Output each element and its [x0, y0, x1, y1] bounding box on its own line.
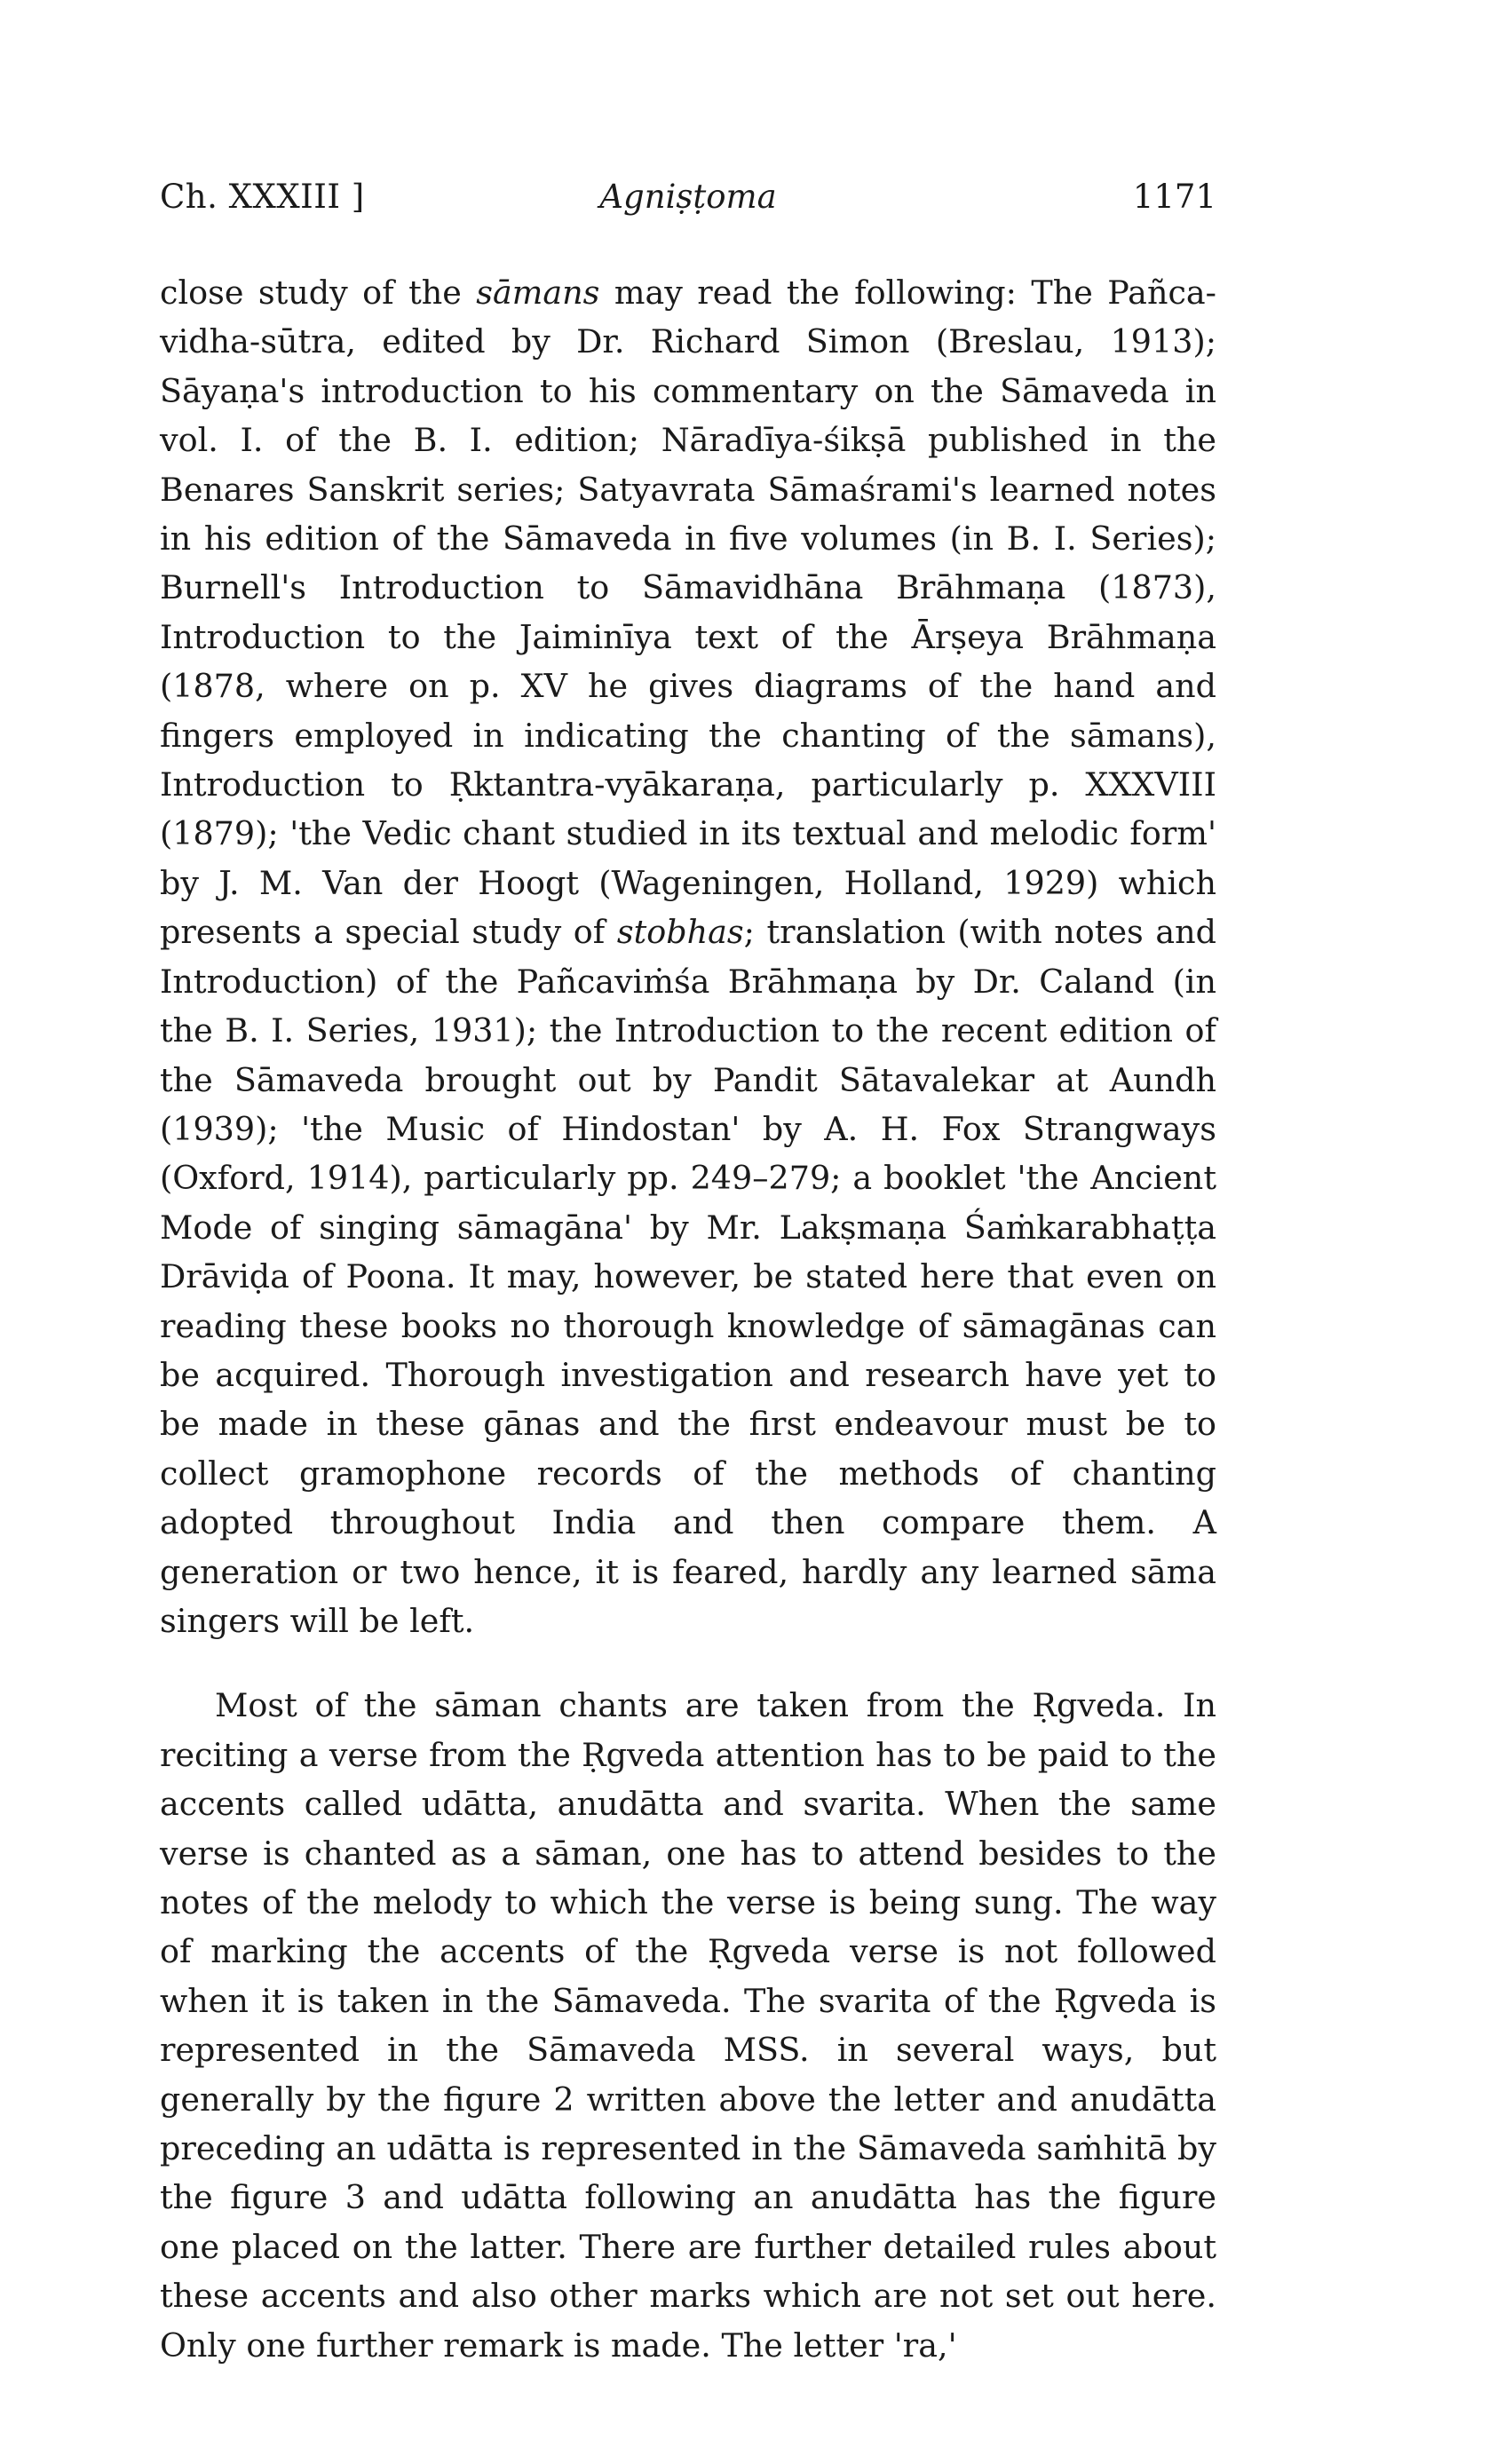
text-segment: may read the following: The Pañca-vidha-sūtra, edited by Dr. Richard Simon (Breslau, 1913); Sāyaṇa's introduction to his commentary on the Sāmaveda in vol. I. of the B. I. edition; Nāradīya-śikṣā published in the Benares Sanskrit series; Satyavrata Sāmaśrami's learned notes in his edition of the Sāmaveda in five volumes (in B. I. Series); Burnell's Introduction to Sāmavidhāna Brāhmaṇa (1873), Introduction to the Jaiminīya text of the Ārṣeya Brāhmaṇa (1878, where on p. XV he gives diagrams of the hand and fingers employed in indicating the chanting of the sāmans), Introduction to Ṛktantra-vyākaraṇa, particularly p. XXXVIII (1879); 'the Vedic chant studied in its textual and melodic form' by J. M. Van der Hoogt (Wageningen, Holland, 1929) which presents a special study of — [160, 273, 1216, 952]
text-segment: ; translation (with notes and Introduction) of the Pañcaviṁśa Brāhmaṇa by Dr. Caland (in the B. I. Series, 1931); the Introduction to the recent edition of the Sāmaveda brought out by Pandit Sātavalekar at Aundh (1939); 'the Music of Hindostan' by A. H. Fox Strangways (Oxford, 1914), particularly pp. 249–279; a booklet 'the Ancient Mode of singing sāmagāna' by Mr. Lakṣmaṇa Śaṁkarabhaṭṭa Drāviḍa of Poona. It may, however, be stated here that even on reading these books no thorough knowledge of sāmagānas can be acquired. Thorough investigation and research have yet to be made in these gānas and the first endeavour must be to collect gramophone records of the methods of chanting adopted throughout India and then compare them. A generation or two hence, it is feared, hardly any learned sāma singers will be left. — [160, 913, 1216, 1640]
paragraph — [160, 1681, 1216, 2370]
italic-term: sāmans — [476, 273, 600, 312]
chapter-label: Ch. XXXIII ] — [160, 178, 365, 216]
body-text — [160, 268, 1216, 2370]
page-number: 1171 — [1132, 178, 1216, 216]
text-segment: close study of the — [160, 273, 477, 312]
running-title: Agniṣṭoma — [599, 178, 777, 216]
italic-term: stobhas — [616, 913, 744, 952]
page-header — [160, 178, 1216, 240]
paragraph — [160, 268, 1216, 1645]
text-segment: Most of the sāman chants are taken from the Ṛgveda. In reciting a verse from the Ṛgveda attention has to be paid to the accents called udātta, anudātta and svarita. When the same verse is chanted as a sāman, one has to attend besides to the notes of the melody to which the verse is being sung. The way of marking the accents of the Ṛgveda verse is not followed when it is taken in the Sāmaveda. The svarita of the Ṛgveda is represented in the Sāmaveda MSS. in several ways, but generally by the figure 2 written above the letter and anudātta preceding an udātta is represented in the Sāmaveda saṁhitā by the figure 3 and udātta following an anudātta has the figure one placed on the latter. There are further detailed rules about these accents and also other marks which are not set out here. Only one further remark is made. The letter 'ra,' — [160, 1686, 1216, 2365]
